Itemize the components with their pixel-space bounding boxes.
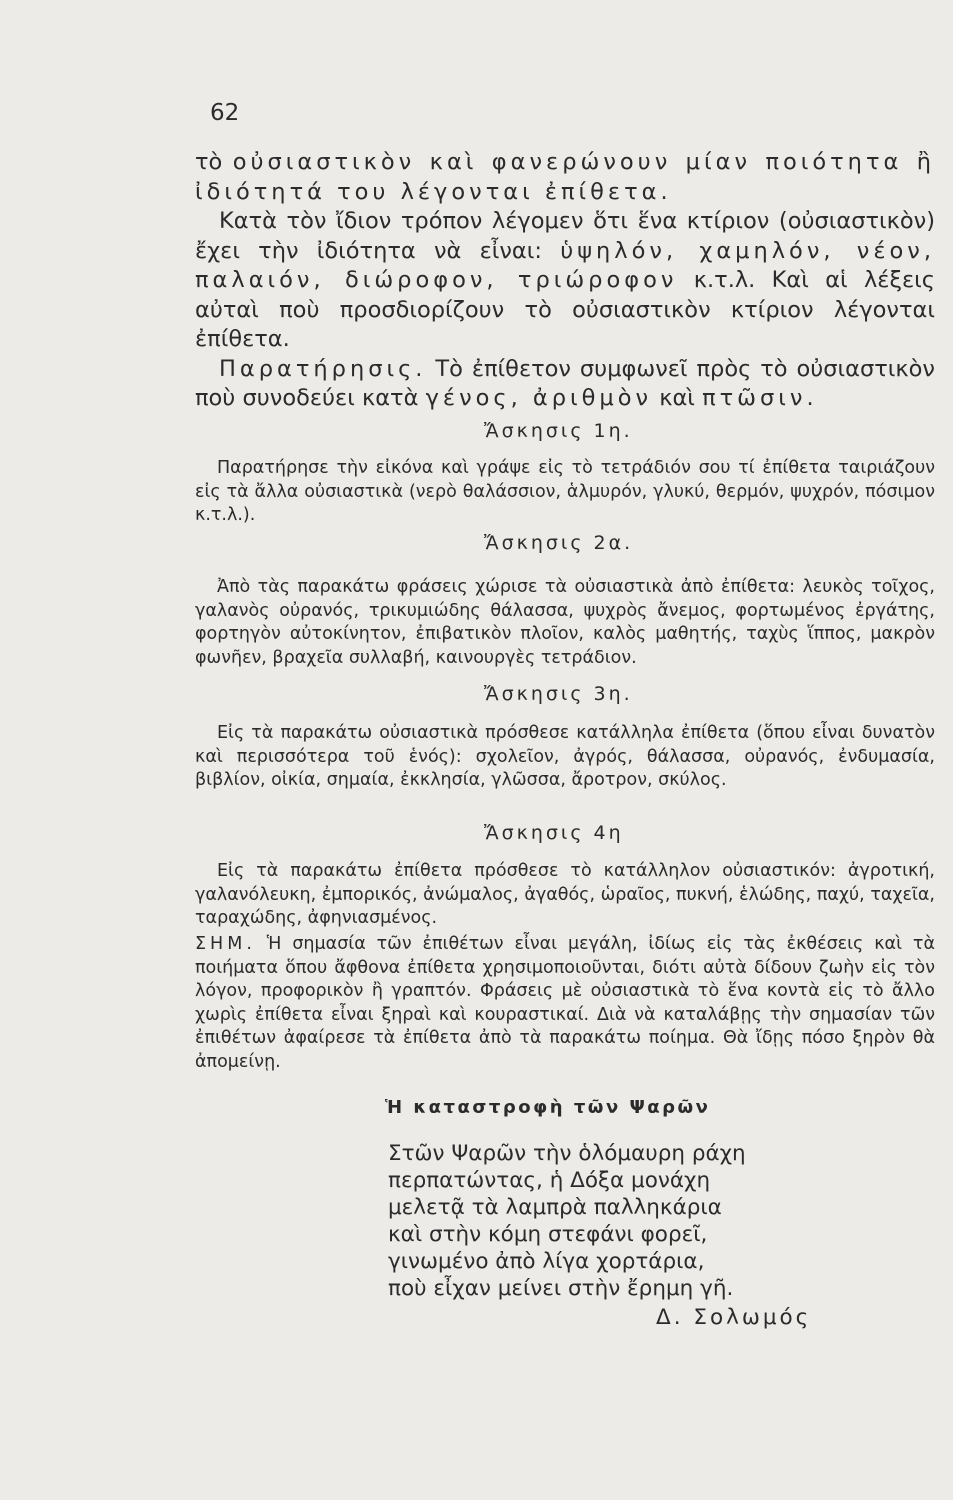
exercise-2-body: Ἀπὸ τὰς παρακάτω φράσεις χώρισε τὰ οὐσιαστικὰ ἀπὸ ἐπίθετα: λευκὸς τοῖχος, γαλανὸς οὐρανός, τρικυμιώδης θάλασσα, ψυχρὸς ἄνεμος, φορτωμένος ἐργάτης, φορτηγὸν αὐτοκίνητον, ἐπιβατικὸν πλοῖον, καλὸς μαθητής, ταχὺς ἵππος, μακρὸν φωνῆεν, βραχεῖα συλλαβή, καινουργὲς τετράδιον. (195, 577, 935, 668)
intro-text-span: Τὸ ἐπίθετον συμφωνεῖ πρὸς τὸ οὐσιαστικὸν ποὺ συνοδεύει κατὰ (195, 355, 935, 411)
poem (388, 1140, 746, 1302)
intro-paragraph-2 (195, 207, 935, 355)
poem-line: μελετᾷ τὰ λαμπρὰ παλληκάρια (388, 1195, 722, 1220)
poem-line: καὶ στὴν κόμη στεφάνι φορεῖ, (388, 1222, 708, 1247)
intro-text-span: τὸ (195, 149, 233, 175)
intro-spaced-span: πτῶσιν. (702, 385, 818, 411)
note-body: Ἡ σημασία τῶν ἐπιθέτων εἶναι μεγάλη, ἰδίως εἰς τὰς ἐκθέσεις καὶ τὰ ποιήματα ὅπου ἄφθονα ἐπίθετα χρησιμοποιοῦνται, διότι αὐτὰ δίδουν ζωὴν εἰς τὸν λόγον, προφορικὸν ἢ γραπτόν. Φράσεις μὲ οὐσιαστικὰ τὸ ἕνα κοντὰ εἰς τὸ ἄλλο χωρὶς ἐπίθετα εἶναι ξηραὶ καὶ κουραστικαί. Διὰ νὰ καταλάβῃς τὴν σημασίαν τῶν ἐπιθέτων ἀφαίρεσε τὰ ἐπίθετα ἀπὸ τὰ παρακάτω ποίημα. Θὰ ἴδῃς πόσο ξηρὸν θὰ ἀπομείνῃ. (195, 934, 935, 1072)
note-text (195, 933, 935, 1074)
intro-text (195, 148, 935, 414)
page-number: 62 (210, 100, 240, 126)
poem-line: Στῶν Ψαρῶν τὴν ὁλόμαυρη ράχη (388, 1141, 746, 1166)
intro-spaced-span: ὑψηλόν, χαμηλόν, νέον, παλαιόν, διώροφον, τριώροφον (195, 237, 935, 293)
intro-spaced-span: οὐσιαστικὸν καὶ φανερώνουν μίαν ποιότητα ἢ ἰδιότητά του λέγονται ἐπίθετα. (195, 149, 936, 205)
exercise-3-title: Ἄσκησις 3η. (484, 683, 633, 705)
observation-label: Παρατήρησις. (219, 355, 427, 382)
intro-paragraph-3 (195, 355, 935, 414)
poem-author: Δ. Σολωμός (656, 1305, 812, 1330)
exercise-3-text (195, 722, 935, 793)
poem-line: περπατώντας, ἡ Δόξα μονάχη (388, 1168, 711, 1193)
exercise-1-body: Παρατήρησε τὴν εἰκόνα καὶ γράψε εἰς τὸ τετράδιόν σου τί ἐπίθετα ταιριάζουν εἰς τὰ ἄλλα οὐσιαστικὰ (νερὸ θαλάσσιον, ἁλμυρόν, γλυκύ, θερμόν, ψυχρόν, πόσιμον κ.τ.λ.). (195, 458, 935, 525)
intro-paragraph-1 (195, 148, 935, 207)
intro-text-span: καὶ (652, 385, 703, 411)
poem-title: Ἡ καταστροφὴ τῶν Ψαρῶν (385, 1097, 711, 1118)
exercise-4-body: Εἰς τὰ παρακάτω ἐπίθετα πρόσθεσε τὸ κατάλληλον οὐσιαστικόν: ἀγροτική, γαλανόλευκη, ἐμπορικός, ἀνώμαλος, ἀγαθός, ὡραῖος, πυκνή, ἑλώδης, παχύ, ταχεῖα, ταραχώδης, ἀφηνιασμένος. (195, 861, 935, 928)
poem-line: ποὺ εἶχαν μείνει στὴν ἔρημη γῆ. (388, 1276, 734, 1301)
exercise-1-title: Ἄσκησις 1η. (484, 420, 633, 442)
exercise-4-text (195, 860, 935, 931)
exercise-2-text (195, 576, 935, 670)
exercise-1-text (195, 457, 935, 528)
exercise-4-title: Ἄσκησις 4η (484, 822, 624, 844)
intro-text-span: κ.τ.λ. Καὶ αἱ λέξεις αὐταὶ ποὺ προσδιορίζουν τὸ οὐσιαστικὸν κτίριον λέγονται ἐπίθετα. (195, 267, 935, 352)
poem-line: γινωμένο ἀπὸ λίγα χορτάρια, (388, 1249, 705, 1274)
intro-text-span: Κατὰ τὸν ἴδιον τρόπον λέγομεν ὅτι ἕνα κτίριον (οὐσιαστικὸν) ἔχει τὴν ἰδιότητα νὰ εἶναι: (195, 208, 935, 264)
exercise-2-title: Ἄσκησις 2α. (484, 532, 634, 554)
intro-spaced-span: γένος, ἀριθμὸν (425, 385, 653, 411)
exercise-3-body: Εἰς τὰ παρακάτω οὐσιαστικὰ πρόσθεσε κατάλληλα ἐπίθετα (ὅπου εἶναι δυνατὸν καὶ περισσότερα τοῦ ἑνός): σχολεῖον, ἀγρός, θάλασσα, οὐρανός, ἐνδυμασία, βιβλίον, οἰκία, σημαία, ἐκκλησία, γλῶσσα, ἄροτρον, σκύλος. (195, 723, 935, 790)
note-label: ΣΗΜ. (195, 934, 256, 954)
